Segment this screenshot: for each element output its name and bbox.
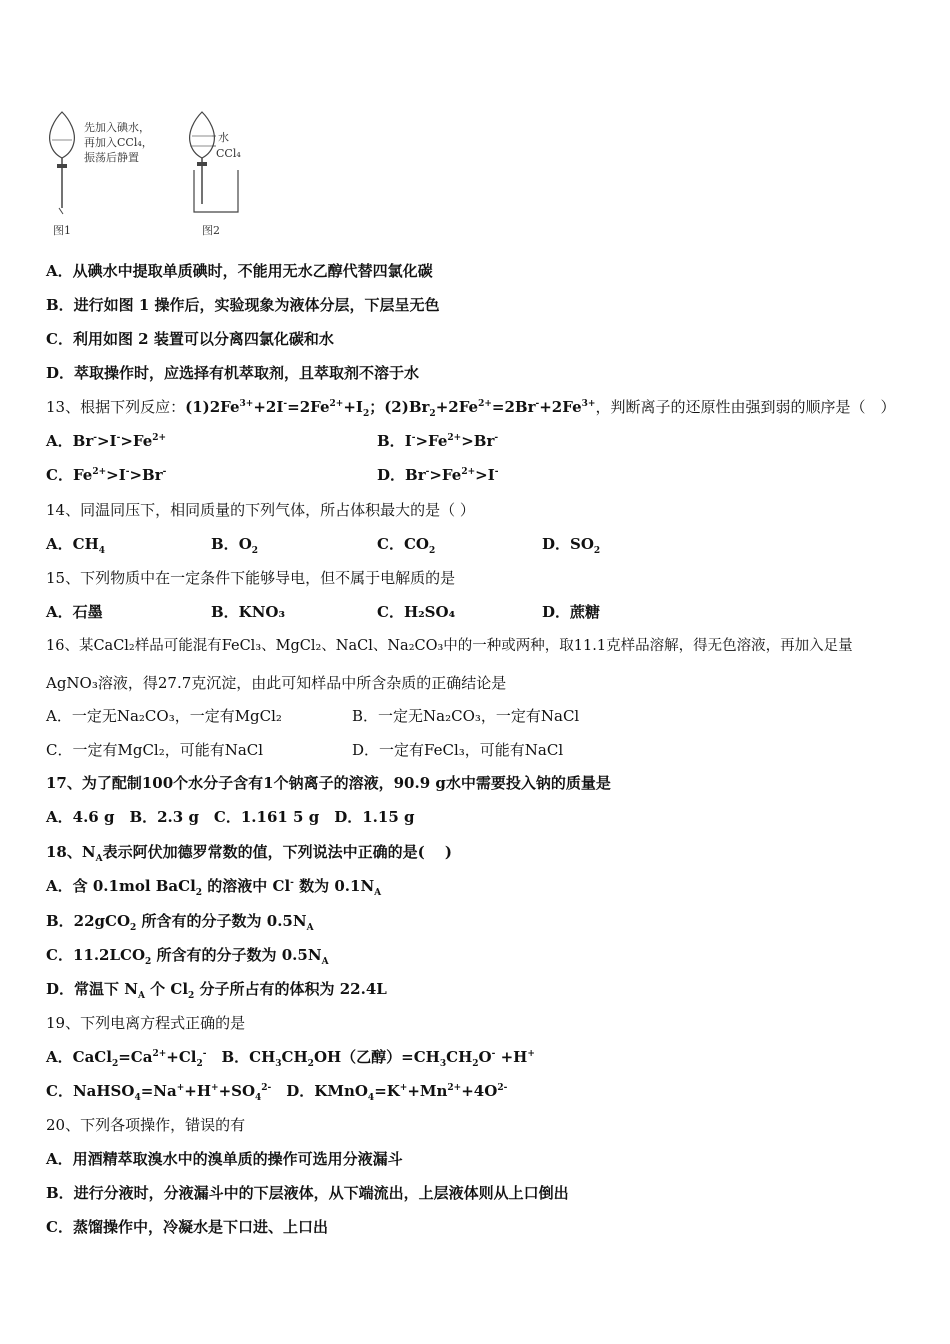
q18-stem: 18、$N_A$表示阿伏加德罗常数的值，下列说法中正确的是( ): [46, 843, 452, 864]
q19-options-ab: A．$CaCl_2=Ca^{2+}+Cl_2^-$ B．$CH_3CH_2OH$（乙醇）$=CH_3CH_2O^- +H^+$: [46, 1048, 535, 1069]
separatory-funnel-icon: [42, 108, 82, 218]
figure-1-label: 图1: [53, 224, 71, 237]
q15-stem: 15、下列物质中在一定条件下能够导电，但不属于电解质的是: [46, 569, 456, 587]
q16-option-b: B．一定无Na₂CO₃，一定有NaCl: [352, 707, 580, 725]
q12-option-a: A．从碘水中提取单质碘时，不能用无水乙醇代替四氯化碳: [46, 262, 433, 280]
funnel-with-beaker-icon: [186, 108, 246, 218]
q12-option-d: D．萃取操作时，应选择有机萃取剂，且萃取剂不溶于水: [46, 364, 420, 382]
q12-option-c: C．利用如图 2 装置可以分离四氯化碳和水: [46, 330, 334, 348]
q15-option-b: B．KNO₃: [211, 603, 286, 621]
q15-option-d: D．蔗糖: [542, 603, 601, 621]
q16-option-d: D．一定有FeCl₃，可能有NaCl: [352, 741, 564, 759]
q15-option-a: A．石墨: [46, 603, 103, 621]
figure-1-note-line-1: 先加入碘水，: [84, 121, 150, 134]
q18-option-b: B．22gCO$_2$ 所含有的分子数为 $0.5N_A$: [46, 912, 314, 933]
q16-stem-line-1: 16、某CaCl₂样品可能混有FeCl₃、MgCl₂、NaCl、Na₂CO₃中的一种或两种，取11.1克样品溶解，得无色溶液，再加入足量: [46, 638, 853, 654]
q18-option-c: C．$11.2LCO_2$ 所含有的分子数为 $0.5N_A$: [46, 946, 329, 967]
q16-option-a: A．一定无Na₂CO₃，一定有MgCl₂: [46, 707, 282, 725]
figure-1-note-line-3: 振荡后静置: [84, 151, 139, 164]
q20-option-b: B．进行分液时，分液漏斗中的下层液体，从下端流出，上层液体则从上口倒出: [46, 1184, 569, 1202]
q13-stem: 13、根据下列反应：$(1)2Fe^{3+}+2I^-=2Fe^{2+}+I_2$；$(2)Br_2+2Fe^{2+}=2Br^-+2Fe^{3+}$，判断离子的还原性由强到弱的顺序是（ ）: [46, 398, 896, 419]
q18-option-a: A．含 0.1mol BaCl$_2$ 的溶液中 Cl- 数为 $0.1N_A$: [46, 877, 382, 898]
figure-2-label: 图2: [202, 224, 220, 237]
q18-option-d: D．常温下 $N_A$ 个 $Cl_2$ 分子所占有的体积为 22.4L: [46, 980, 387, 1001]
figure-1-note-line-2: 再加入CCl₄，: [84, 136, 153, 149]
q14-option-c: C．$CO_2$: [377, 535, 436, 556]
q13-option-c: C．$Fe^{2+}>I^->Br^-$: [46, 466, 167, 484]
q20-option-a: A．用酒精萃取溴水中的溴单质的操作可选用分液漏斗: [46, 1150, 403, 1168]
q14-option-b: B．$O_2$: [211, 535, 259, 556]
figure-2-ccl4-label: CCl₄: [216, 147, 241, 160]
q14-option-d: D．$SO_2$: [542, 535, 601, 556]
q16-stem-line-2: AgNO₃溶液，得27.7克沉淀，由此可知样品中所含杂质的正确结论是: [46, 674, 507, 692]
q20-stem: 20、下列各项操作，错误的有: [46, 1116, 246, 1134]
q15-option-c: C．H₂SO₄: [377, 603, 456, 621]
q17-stem: 17、为了配制100个水分子含有1个钠离子的溶液，90.9 g水中需要投入钠的质量是: [46, 774, 611, 792]
q13-option-d: D．$Br^->Fe^{2+}>I^-$: [377, 466, 499, 484]
q19-stem: 19、下列电离方程式正确的是: [46, 1014, 246, 1032]
q19-options-cd: C．$NaHSO_4=Na^++H^++SO_4^{2-}$ D．$KMnO_4=K^++Mn^{2+}+4O^{2-}$: [46, 1082, 508, 1103]
q14-stem: 14、同温同压下，相同质量的下列气体，所占体积最大的是（ ）: [46, 501, 475, 519]
q13-option-a: A．$Br^->I^->Fe^{2+}$: [46, 432, 167, 450]
q12-option-b: B．进行如图 1 操作后，实验现象为液体分层，下层呈无色: [46, 296, 440, 314]
q17-options: A．4.6 g B．2.3 g C．1.161 5 g D．1.15 g: [46, 808, 415, 826]
q20-option-c: C．蒸馏操作中，冷凝水是下口进、上口出: [46, 1218, 328, 1236]
figure-2-water-label: 水: [218, 131, 229, 144]
q16-option-c: C．一定有MgCl₂，可能有NaCl: [46, 741, 264, 759]
q14-option-a: A．$CH_4$: [46, 535, 106, 556]
q13-option-b: B．$I^->Fe^{2+}>Br^-$: [377, 432, 499, 450]
